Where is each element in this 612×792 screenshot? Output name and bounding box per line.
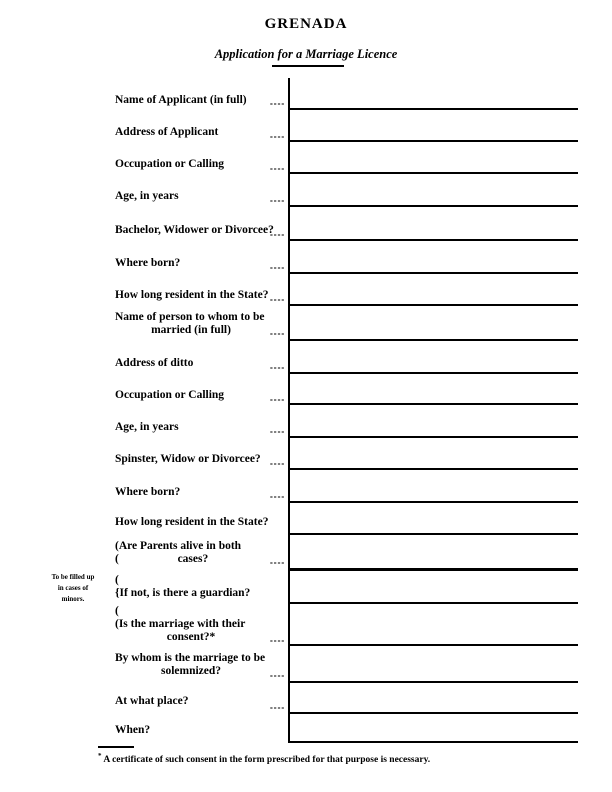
fill-line-name-of-applicant[interactable]	[288, 108, 578, 110]
field-label-line2: (Is the marriage with their	[115, 618, 246, 630]
margin-note-line3: minors.	[61, 595, 85, 603]
fill-line-address-of-ditto[interactable]	[288, 372, 578, 374]
dotted-leader: ----	[269, 705, 285, 713]
brace-mark: (	[115, 553, 119, 565]
field-label-name-of-applicant: Name of Applicant (in full)	[115, 94, 247, 106]
fill-line-parents-alive[interactable]	[288, 568, 578, 571]
fill-line-guardian[interactable]	[288, 602, 578, 604]
field-label-place: At what place?	[115, 695, 189, 707]
field-label-line2-text: cases?	[177, 553, 209, 565]
field-label-consent	[115, 605, 267, 644]
field-label-line2: married (in full)	[151, 324, 231, 336]
fill-line-residence-person[interactable]	[288, 533, 578, 535]
fill-line-when[interactable]	[288, 741, 578, 743]
fill-line-occupation-applicant[interactable]	[288, 172, 578, 174]
dotted-leader: ----	[269, 198, 285, 206]
dotted-leader: ----	[269, 232, 285, 240]
dotted-leader: ----	[269, 397, 285, 405]
field-label-line2: {If not, is there a guardian?	[115, 587, 251, 599]
fill-line-solemnizer[interactable]	[288, 681, 578, 683]
fill-line-age-person[interactable]	[288, 436, 578, 438]
fill-line-occupation-person[interactable]	[288, 403, 578, 405]
field-label-occupation-person: Occupation or Calling	[115, 389, 225, 401]
form-subtitle: Application for a Marriage Licence	[214, 47, 398, 61]
footnote-rule	[98, 746, 134, 748]
fill-line-where-born-person[interactable]	[288, 501, 578, 503]
field-label-marital-status-person: Spinster, Widow or Divorcee?	[115, 453, 261, 465]
field-label-line1: By whom is the marriage to be	[115, 652, 266, 664]
field-label-guardian	[115, 574, 267, 600]
field-label-name-of-person-to-marry	[115, 311, 267, 337]
field-label-when: When?	[115, 724, 151, 736]
dotted-leader: ----	[269, 429, 285, 437]
margin-note-line1: To be filled up	[51, 573, 95, 581]
field-label-age-applicant: Age, in years	[115, 190, 179, 202]
dotted-leader: ----	[269, 461, 285, 469]
fill-line-marital-status-applicant[interactable]	[288, 239, 578, 241]
dotted-leader: ----	[269, 365, 285, 373]
field-label-line1: (Are Parents alive in both	[115, 540, 242, 552]
field-label-marital-status-applicant: Bachelor, Widower or Divorcee?	[115, 224, 274, 236]
field-label-solemnizer	[115, 652, 267, 678]
dotted-leader: ----	[269, 638, 285, 646]
field-label-residence-person: How long resident in the State?	[115, 516, 269, 528]
field-label-occupation-applicant: Occupation or Calling	[115, 158, 225, 170]
field-label-address-of-applicant: Address of Applicant	[115, 126, 219, 138]
fill-line-address-of-applicant[interactable]	[288, 140, 578, 142]
fill-line-where-born-applicant[interactable]	[288, 272, 578, 274]
field-label-where-born-applicant: Where born?	[115, 257, 181, 269]
footnote	[98, 752, 538, 765]
field-label-line2: solemnized?	[160, 665, 222, 677]
subtitle-rule	[272, 65, 344, 67]
dotted-leader: ----	[269, 494, 285, 502]
dotted-leader: ----	[269, 101, 285, 109]
field-label-parents-alive	[115, 540, 267, 566]
fill-line-consent[interactable]	[288, 644, 578, 646]
margin-note-line2: in cases of	[57, 584, 89, 592]
field-label-line1: Name of person to whom to be	[115, 311, 265, 323]
fill-line-place[interactable]	[288, 712, 578, 714]
dotted-leader: ----	[269, 134, 285, 142]
footnote-marker: *	[98, 752, 102, 760]
field-label-line3: consent?*	[166, 631, 216, 643]
field-label-where-born-person: Where born?	[115, 486, 181, 498]
dotted-leader: ----	[269, 166, 285, 174]
margin-note-minors	[44, 572, 102, 605]
dotted-leader: ----	[269, 673, 285, 681]
fill-line-residence-applicant[interactable]	[288, 304, 578, 306]
fill-line-age-applicant[interactable]	[288, 205, 578, 207]
field-label-address-of-ditto: Address of ditto	[115, 357, 194, 369]
dotted-leader: ----	[269, 331, 285, 339]
fill-line-name-of-person-to-marry[interactable]	[288, 339, 578, 341]
brace-mark: (	[115, 574, 119, 586]
page-title: GRENADA	[264, 16, 348, 32]
footnote-text: A certificate of such consent in the form prescribed for that purpose is necessary.	[103, 755, 431, 766]
dotted-leader: ----	[269, 560, 285, 568]
dotted-leader: ----	[269, 297, 285, 305]
fill-line-marital-status-person[interactable]	[288, 468, 578, 470]
field-label-age-person: Age, in years	[115, 421, 179, 433]
field-label-residence-applicant: How long resident in the State?	[115, 289, 269, 301]
brace-mark: (	[115, 605, 119, 617]
dotted-leader: ----	[269, 265, 285, 273]
field-label-line2	[115, 553, 267, 566]
